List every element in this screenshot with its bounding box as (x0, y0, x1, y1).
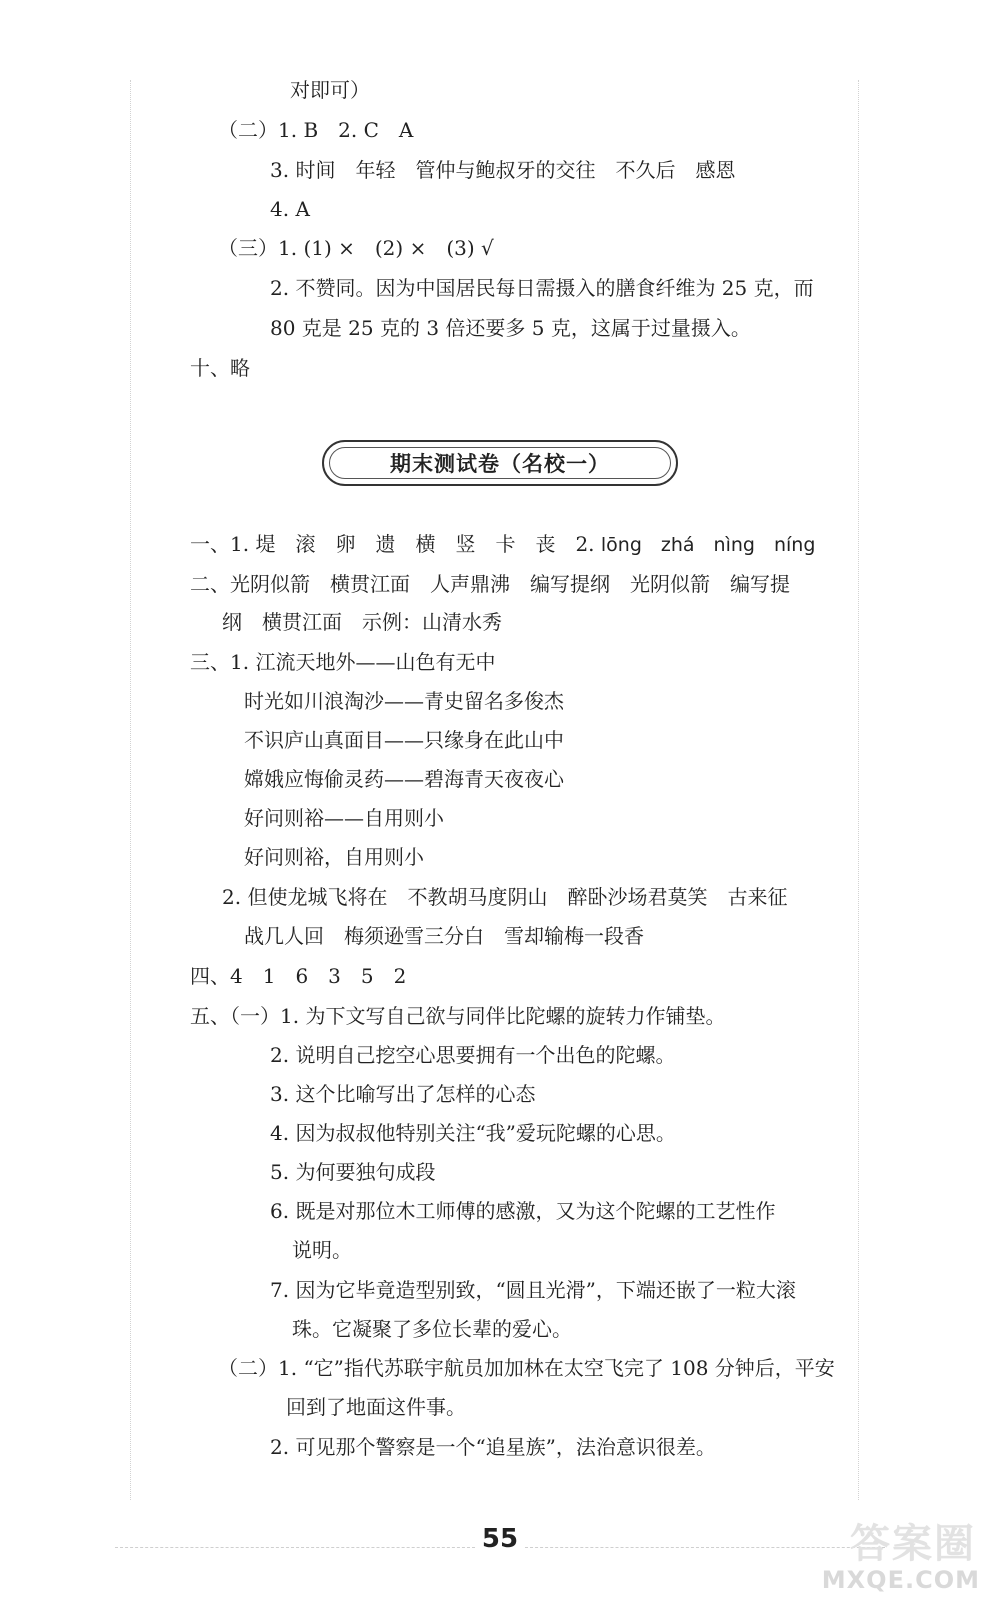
answer-line: （三）1. (1) × (2) × (3) √ (218, 236, 494, 260)
answer-line: （二）1. B 2. C A (218, 118, 414, 142)
answer-line: 二、光阴似箭 横贯江面 人声鼎沸 编写提纲 光阴似箭 编写提 (190, 572, 790, 596)
answer-line: 4. 因为叔叔他特别关注“我”爱玩陀螺的心思。 (270, 1121, 676, 1145)
watermark (790, 1520, 990, 1600)
answer-line: 5. 为何要独句成段 (270, 1160, 436, 1184)
right-margin-line (858, 80, 859, 1500)
watermark-url: MXQE.COM (821, 1566, 980, 1594)
answer-line: 好问则裕——自用则小 (244, 806, 444, 830)
answer-line: 嫦娥应悔偷灵药——碧海青天夜夜心 (244, 767, 564, 791)
answer-line: 说明。 (292, 1238, 352, 1262)
answer-text: 一、1. 堤 滚 卵 遗 横 竖 卡 丧 2. (190, 532, 601, 556)
pinyin-text: lōng zhá nìng níng (600, 534, 816, 556)
answer-line: 回到了地面这件事。 (286, 1395, 466, 1419)
answer-line: 2. 说明自己挖空心思要拥有一个出色的陀螺。 (270, 1043, 676, 1067)
answer-line: 6. 既是对那位木工师傅的感激，又为这个陀螺的工艺性作 (270, 1199, 776, 1223)
answer-line: 四、4 1 6 3 5 2 (190, 964, 407, 988)
answer-line: 2. 可见那个警察是一个“追星族”，法治意识很差。 (270, 1435, 716, 1459)
section-title-banner (322, 440, 678, 486)
answer-line: 对即可） (290, 78, 370, 102)
answer-line: 珠。它凝聚了多位长辈的爱心。 (292, 1317, 572, 1341)
section-title: 期末测试卷（名校一） (329, 447, 671, 479)
answer-line (190, 530, 815, 559)
watermark-logo: 答案圈 (850, 1521, 976, 1567)
answer-line: 7. 因为它毕竟造型别致，“圆且光滑”，下端还嵌了一粒大滚 (270, 1278, 796, 1302)
answer-line: 3. 这个比喻写出了怎样的心态 (270, 1082, 536, 1106)
page-number: 55 (481, 1524, 519, 1554)
answer-line: 五、（一）1. 为下文写自己欲与同伴比陀螺的旋转力作铺垫。 (190, 1004, 726, 1028)
answer-line: 4. A (270, 197, 310, 221)
left-margin-line (130, 80, 131, 1500)
answer-line: 时光如川浪淘沙——青史留名多俊杰 (244, 689, 564, 713)
answer-line: 不识庐山真面目——只缘身在此山中 (244, 728, 564, 752)
answer-line: 80 克是 25 克的 3 倍还要多 5 克，这属于过量摄入。 (270, 316, 751, 340)
answer-line: 纲 横贯江面 示例：山清水秀 (222, 610, 502, 634)
answer-line: 好问则裕，自用则小 (244, 845, 424, 869)
answer-line: 十、略 (190, 356, 250, 380)
answer-line: 2. 不赞同。因为中国居民每日需摄入的膳食纤维为 25 克，而 (270, 276, 814, 300)
answer-line: 3. 时间 年轻 管仲与鲍叔牙的交往 不久后 感恩 (270, 158, 736, 182)
answer-line: （二）1. “它”指代苏联宇航员加加林在太空飞完了 108 分钟后，平安 (218, 1356, 835, 1380)
answer-line: 战几人回 梅须逊雪三分白 雪却输梅一段香 (244, 924, 644, 948)
answer-line: 2. 但使龙城飞将在 不教胡马度阴山 醉卧沙场君莫笑 古来征 (222, 885, 788, 909)
answer-line: 三、1. 江流天地外——山色有无中 (190, 650, 496, 674)
